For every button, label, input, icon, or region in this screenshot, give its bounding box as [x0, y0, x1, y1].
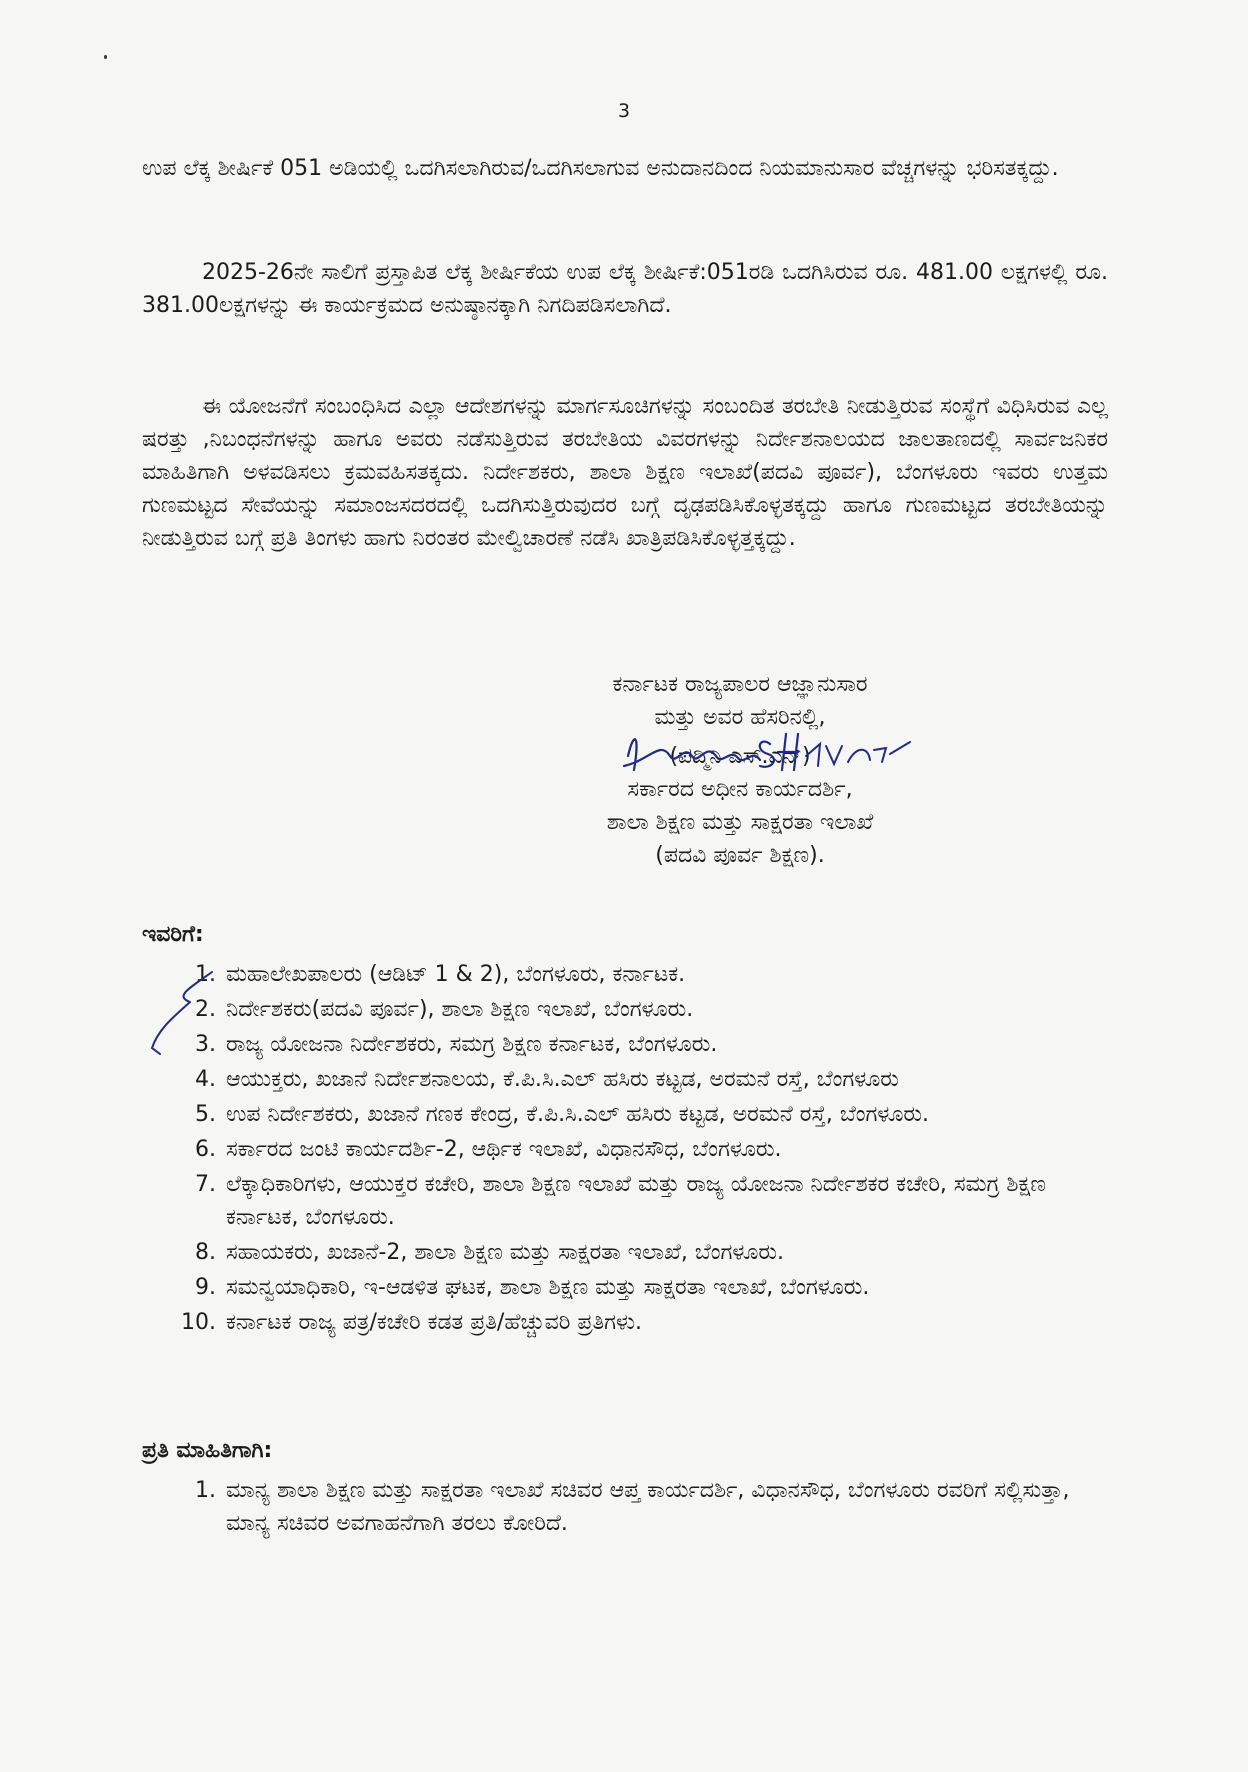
list-item-number: 8.	[195, 1240, 216, 1265]
list-item-text: ಮಹಾಲೇಖಪಾಲರು (ಆಡಿಟ್ 1 & 2), ಬೆಂಗಳೂರು, ಕರ್ನಾಟಕ.	[226, 962, 686, 987]
paragraph-2: 2025-26ನೇ ಸಾಲಿಗೆ ಪ್ರಸ್ತಾಪಿತ ಲೆಕ್ಕ ಶೀರ್ಷಿಕೆಯ ಉಪ ಲೆಕ್ಕ ಶೀರ್ಷಿಕೆ:051ರಡಿ ಒದಗಿಸಿರುವ ರೂ. 481.00 ಲಕ್ಷಗಳಲ್ಲಿ ರೂ. 381.00ಲಕ್ಷಗಳನ್ನು ಈ ಕಾರ್ಯಕ್ರಮದ ಅನುಷ್ಠಾನಕ್ಕಾಗಿ ನಿಗದಿಪಡಿಸಲಾಗಿದೆ.	[142, 260, 1108, 318]
page-number: 3	[617, 100, 631, 122]
copy-list	[160, 1474, 1120, 1542]
signatory-name: (ಪದ್ಮಿನಿ ಎಸ್.ಎನ್)	[669, 744, 811, 769]
paragraph-1: ಉಪ ಲೆಕ್ಕ ಶೀರ್ಷಿಕೆ 051 ಅಡಿಯಲ್ಲಿ ಒದಗಿಸಲಾಗಿರುವ/ಒದಗಿಸಲಾಗುವ ಅನುದಾನದಿಂದ ನಿಯಮಾನುಸಾರ ವೆಚ್ಚಗಳನ್ನು ಭರಿಸತಕ್ಕದ್ದು.	[142, 156, 1059, 181]
list-item-text: ಸರ್ಕಾರದ ಜಂಟಿ ಕಾರ್ಯದರ್ಶಿ-2, ಆರ್ಥಿಕ ಇಲಾಖೆ, ವಿಧಾನಸೌಧ, ಬೆಂಗಳೂರು.	[226, 1137, 782, 1162]
list-item	[160, 1063, 1120, 1096]
copy-heading: ಪ್ರತಿ ಮಾಹಿತಿಗಾಗಿ:	[142, 1438, 273, 1463]
list-item-text: ಲೆಕ್ಕಾಧಿಕಾರಿಗಳು, ಆಯುಕ್ತರ ಕಚೇರಿ, ಶಾಲಾ ಶಿಕ್ಷಣ ಇಲಾಖೆ ಮತ್ತು ರಾಜ್ಯ ಯೋಜನಾ ನಿರ್ದೇಶಕರ ಕಚೇರಿ, ಸಮಗ್ರ ಶಿಕ್ಷಣ ಕರ್ನಾಟಕ, ಬೆಂಗಳೂರು.	[226, 1172, 1046, 1230]
list-item	[160, 1133, 1120, 1166]
list-item-text: ಮಾನ್ಯ ಶಾಲಾ ಶಿಕ್ಷಣ ಮತ್ತು ಸಾಕ್ಷರತಾ ಇಲಾಖೆ ಸಚಿವರ ಆಪ್ತ ಕಾರ್ಯದರ್ಶಿ, ವಿಧಾನಸೌಧ, ಬೆಂಗಳೂರು ರವರಿಗೆ ಸಲ್ಲಿಸುತ್ತಾ, ಮಾನ್ಯ ಸಚಿವರ ಅವಗಾಹನೆಗಾಗಿ ತರಲು ಕೋರಿದೆ.	[226, 1478, 1070, 1536]
list-item	[160, 993, 1120, 1026]
list-item	[160, 1168, 1120, 1234]
list-item-text: ಕರ್ನಾಟಕ ರಾಜ್ಯ ಪತ್ರ/ಕಚೇರಿ ಕಡತ ಪ್ರತಿ/ಹೆಚ್ಚುವರಿ ಪ್ರತಿಗಳು.	[226, 1310, 642, 1335]
signatory-department: ಶಾಲಾ ಶಿಕ್ಷಣ ಮತ್ತು ಸಾಕ್ಷರತಾ ಇಲಾಖೆ	[606, 810, 874, 835]
list-item	[160, 1236, 1120, 1269]
list-item-text: ರಾಜ್ಯ ಯೋಜನಾ ನಿರ್ದೇಶಕರು, ಸಮಗ್ರ ಶಿಕ್ಷಣ ಕರ್ನಾಟಕ, ಬೆಂಗಳೂರು.	[226, 1032, 718, 1057]
list-item	[160, 1474, 1120, 1540]
signature-authority-line: ಕರ್ನಾಟಕ ರಾಜ್ಯಪಾಲರ ಆಜ್ಞಾನುಸಾರ	[612, 672, 868, 697]
signature-block	[520, 668, 960, 872]
list-item-number: 4.	[195, 1067, 216, 1092]
pen-tick-mark	[150, 968, 220, 1058]
signatory-designation: ಸರ್ಕಾರದ ಅಧೀನ ಕಾರ್ಯದರ್ಶಿ,	[627, 777, 853, 802]
list-item	[160, 958, 1120, 991]
list-item-text: ಸಹಾಯಕರು, ಖಜಾನೆ-2, ಶಾಲಾ ಶಿಕ್ಷಣ ಮತ್ತು ಸಾಕ್ಷರತಾ ಇಲಾಖೆ, ಬೆಂಗಳೂರು.	[226, 1240, 785, 1265]
list-item-number: 1.	[195, 962, 216, 987]
list-item-number: 1.	[195, 1478, 216, 1503]
list-item	[160, 1306, 1120, 1339]
list-item	[160, 1098, 1120, 1131]
signature-on-behalf-line: ಮತ್ತು ಅವರ ಹೆಸರಿನಲ್ಲಿ,	[654, 705, 826, 730]
list-item-number: 2.	[195, 997, 216, 1022]
list-item	[160, 1028, 1120, 1061]
scan-speck	[104, 55, 107, 59]
list-item-number: 5.	[195, 1102, 216, 1127]
handwritten-signature	[620, 726, 920, 776]
list-item-text: ಉಪ ನಿರ್ದೇಶಕರು, ಖಜಾನೆ ಗಣಕ ಕೇಂದ್ರ, ಕೆ.ಪಿ.ಸಿ.ಎಲ್ ಹಸಿರು ಕಟ್ಟಡ, ಅರಮನೆ ರಸ್ತೆ, ಬೆಂಗಳೂರು.	[226, 1102, 930, 1127]
list-item	[160, 1271, 1120, 1304]
list-item-text: ಸಮನ್ವಯಾಧಿಕಾರಿ, ಇ-ಆಡಳಿತ ಘಟಕ, ಶಾಲಾ ಶಿಕ್ಷಣ ಮತ್ತು ಸಾಕ್ಷರತಾ ಇಲಾಖೆ, ಬೆಂಗಳೂರು.	[226, 1275, 870, 1300]
paragraph-3: ಈ ಯೋಜನೆಗೆ ಸಂಬಂಧಿಸಿದ ಎಲ್ಲಾ ಆದೇಶಗಳನ್ನು ಮಾರ್ಗಸೂಚಿಗಳನ್ನು ಸಂಬಂದಿತ ತರಬೇತಿ ನೀಡುತ್ತಿರುವ ಸಂಸ್ಥೆಗೆ ವಿಧಿಸಿರುವ ಎಲ್ಲ ಷರತ್ತು ,ನಿಬಂಧನೆಗಳನ್ನು ಹಾಗೂ ಅವರು ನಡೆಸುತ್ತಿರುವ ತರಬೇತಿಯ ವಿವರಗಳನ್ನು ನಿರ್ದೇಶನಾಲಯದ ಜಾಲತಾಣದಲ್ಲಿ ಸಾರ್ವಜನಿಕರ ಮಾಹಿತಿಗಾಗಿ ಅಳವಡಿಸಲು ಕ್ರಮವಹಿಸತಕ್ಕದು. ನಿರ್ದೇಶಕರು, ಶಾಲಾ ಶಿಕ್ಷಣ ಇಲಾಖೆ(ಪದವಿ ಪೂರ್ವ), ಬೆಂಗಳೂರು ಇವರು ಉತ್ತಮ ಗುಣಮಟ್ಟದ ಸೇವೆಯನ್ನು ಸಮಾಂಜಸದರದಲ್ಲಿ ಒದಗಿಸುತ್ತಿರುವುದರ ಬಗ್ಗೆ ದೃಢಪಡಿಸಿಕೊಳ್ಳತಕ್ಕದ್ದು ಹಾಗೂ ಗುಣಮಟ್ಟದ ತರಬೇತಿಯನ್ನು ನೀಡುತ್ತಿರುವ ಬಗ್ಗೆ ಪ್ರತಿ ತಿಂಗಳು ಹಾಗು ನಿರಂತರ ಮೇಲ್ವಿಚಾರಣೆ ನಡೆಸಿ ಖಾತ್ರಿಪಡಿಸಿಕೊಳ್ಳತ್ತಕ್ಕದ್ದು.	[142, 394, 1108, 551]
list-item-text: ನಿರ್ದೇಶಕರು(ಪದವಿ ಪೂರ್ವ), ಶಾಲಾ ಶಿಕ್ಷಣ ಇಲಾಖೆ, ಬೆಂಗಳೂರು.	[226, 997, 694, 1022]
list-item-number: 9.	[195, 1275, 216, 1300]
recipients-heading: ಇವರಿಗೆ:	[142, 922, 204, 947]
list-item-number: 6.	[195, 1137, 216, 1162]
list-item-number: 10.	[181, 1310, 216, 1335]
list-item-text: ಆಯುಕ್ತರು, ಖಜಾನೆ ನಿರ್ದೇಶನಾಲಯ, ಕೆ.ಪಿ.ಸಿ.ಎಲ್ ಹಸಿರು ಕಟ್ಟಡ, ಅರಮನೆ ರಸ್ತೆ, ಬೆಂಗಳೂರು	[226, 1067, 899, 1092]
signatory-division: (ಪದವಿ ಪೂರ್ವ ಶಿಕ್ಷಣ).	[655, 843, 825, 868]
recipient-list	[160, 958, 1120, 1341]
list-item-number: 3.	[195, 1032, 216, 1057]
list-item-number: 7.	[195, 1172, 216, 1197]
